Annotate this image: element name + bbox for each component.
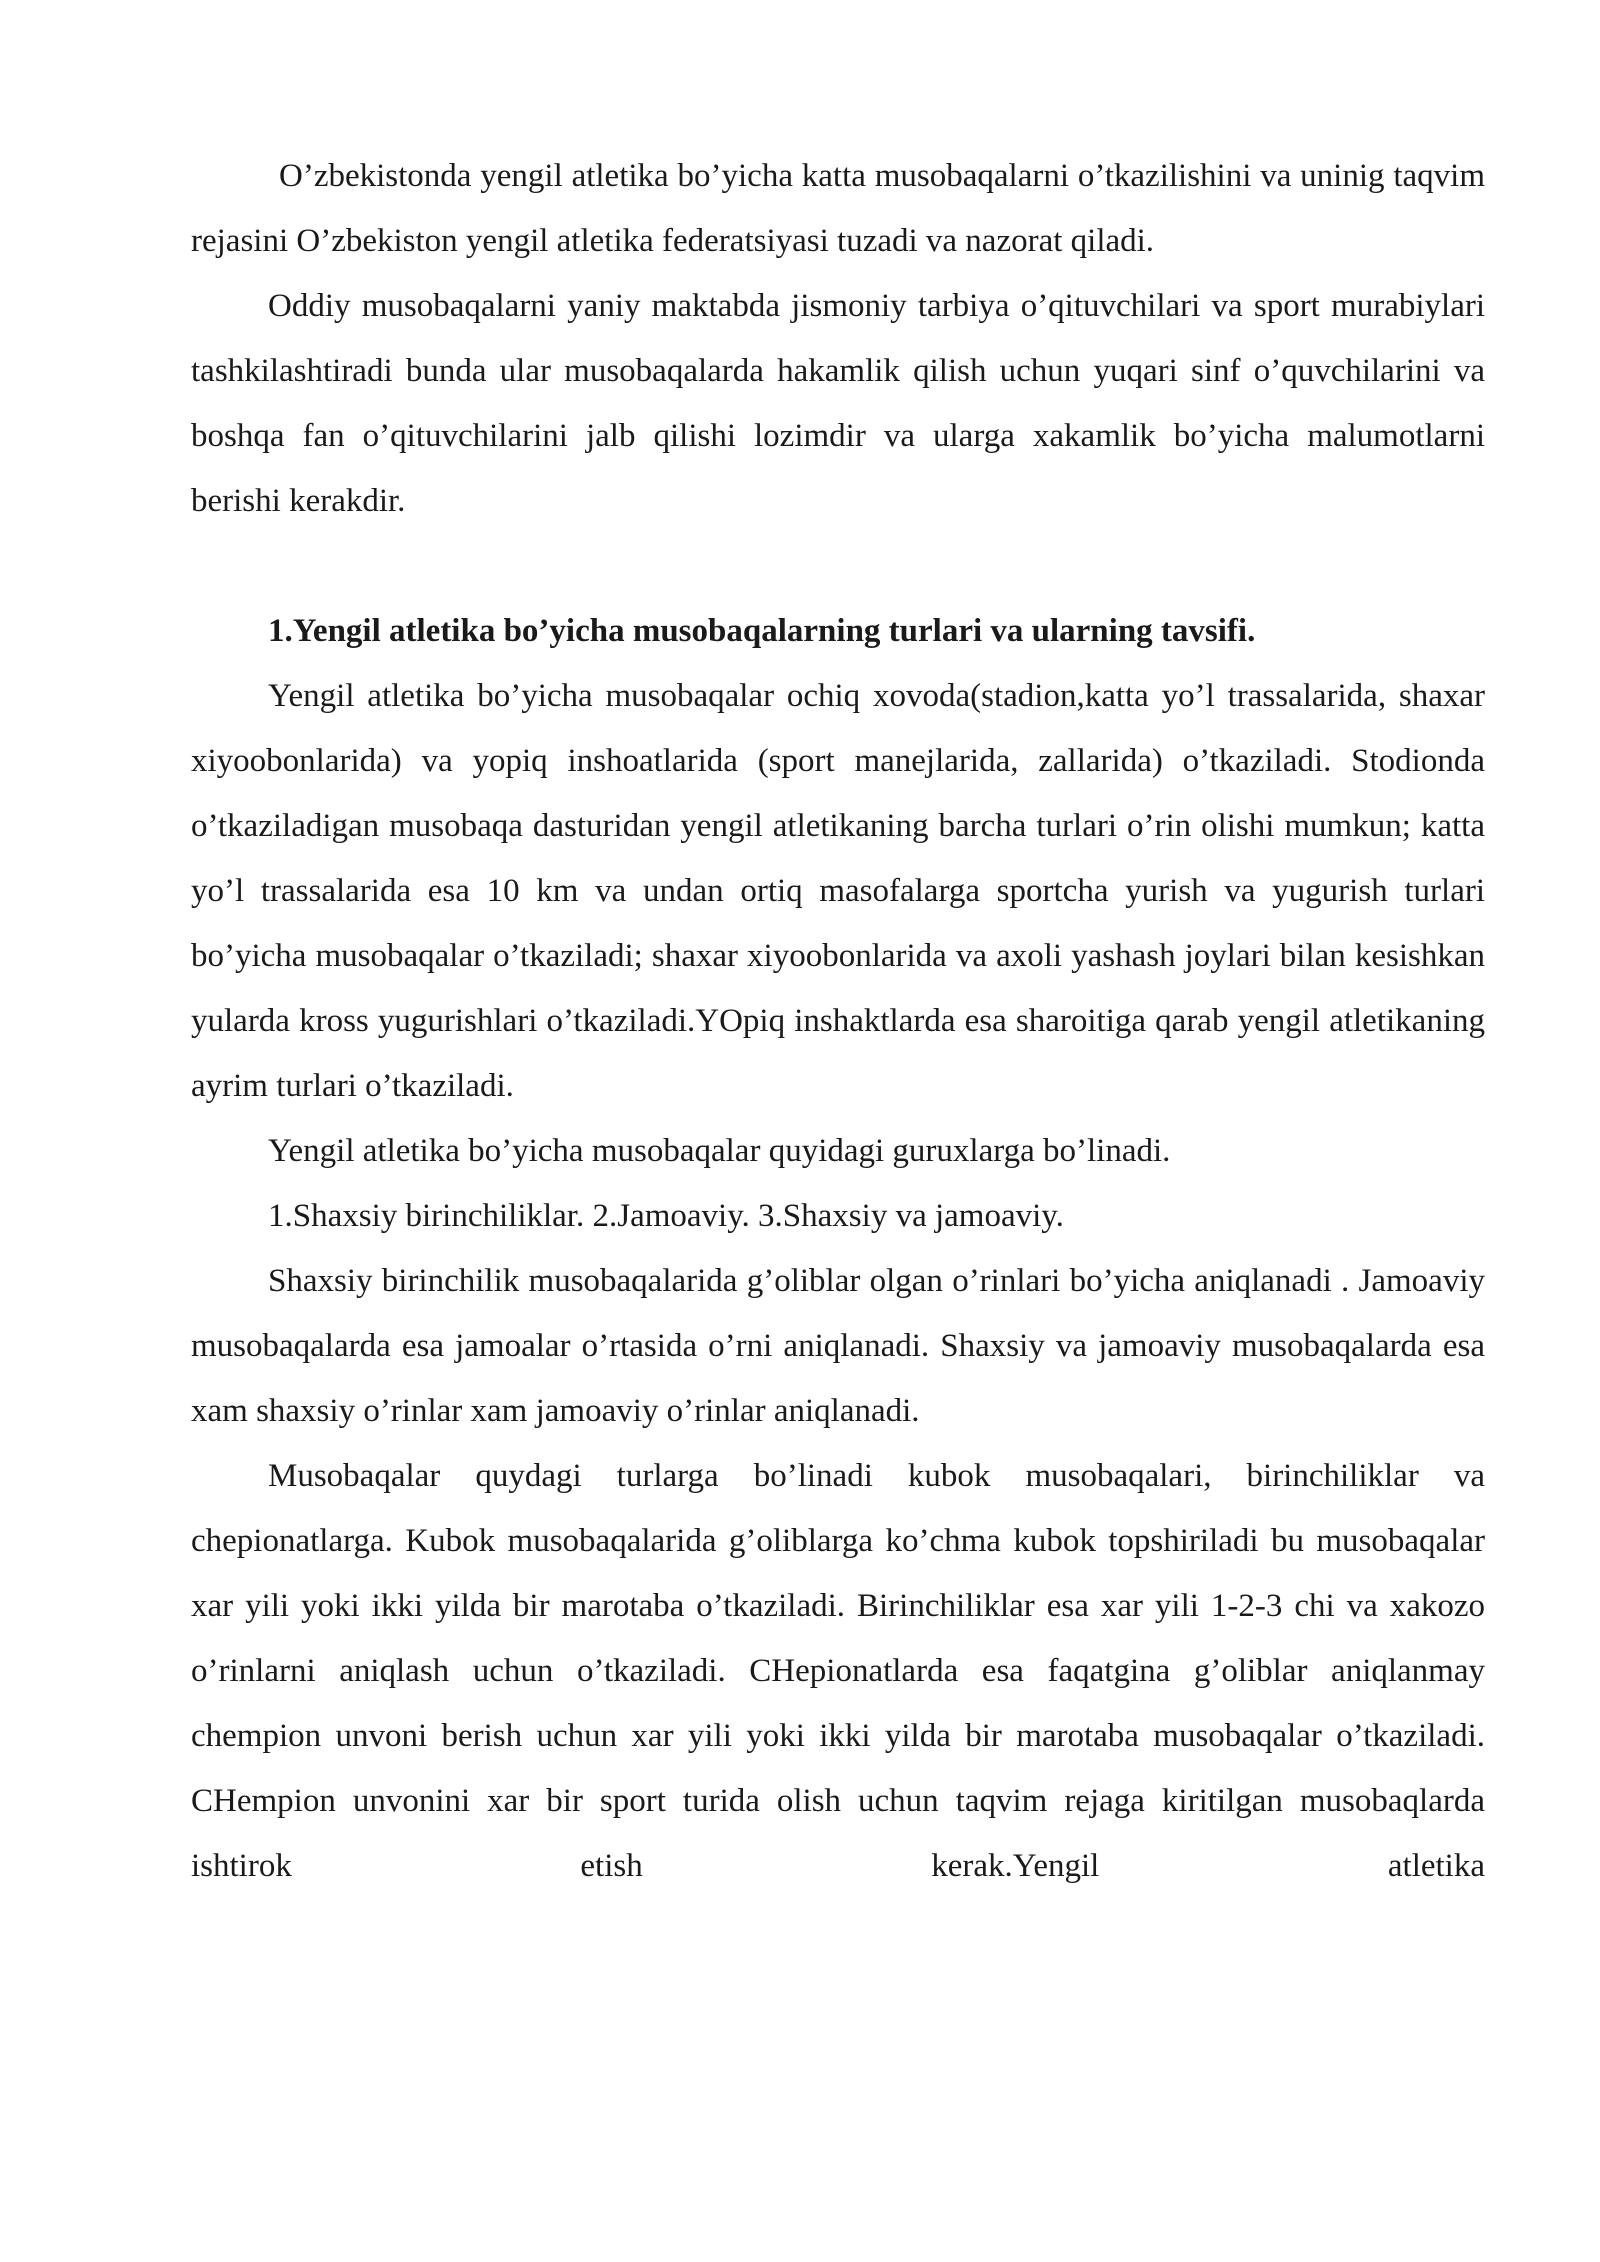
paragraph-competition-types: Musobaqalar quydagi turlarga bo’linadi kubok musobaqalari, birinchiliklar va chepionatlarga. Kubok musobaqalarida g’oliblarga ko’chma kubok topshiriladi bu musobaqalar xar yili yoki ikki yilda bir marotaba o’tkaziladi. Birinchiliklar esa xar yili 1-2-3 chi va xakozo o’rinlarni aniqlash uchun o’tkaziladi. CHepionatlarda esa faqatgina g’oliblar aniqlanmay chempion unvoni berish uchun xar yili yoki ikki yilda bir marotaba musobaqalar o’tkaziladi. CHempion unvonini xar bir sport turida olish uchun taqvim rejaga kiritilgan musobaqlarda ishtirok etish kerak.Yengil atletika <box>191 1458 1485 1884</box>
paragraph-federation: O’zbekistonda yengil atletika bo’yicha katta musobaqalarni o’tkazilishini va uninig taqvim rejasini O’zbekiston yengil atletika federatsiyasi tuzadi va nazorat qiladi. <box>191 158 1485 259</box>
paragraph-groups-list: 1.Shaxsiy birinchiliklar. 2.Jamoaviy. 3.Shaxsiy va jamoaviy. <box>268 1198 1064 1234</box>
section-heading: 1.Yengil atletika bo’yicha musobaqalarning turlari va ularning tavsifi. <box>268 613 1256 649</box>
paragraph-school-competitions: Oddiy musobaqalarni yaniy maktabda jismoniy tarbiya o’qituvchilari va sport murabiylari tashkilashtiradi bunda ular musobaqalarda hakamlik qilish uchun yuqari sinf o’quvchilarini va boshqa fan o’qituvchilarini jalb qilishi lozimdir va ularga xakamlik bo’yicha malumotlarni berishi kerakdir. <box>191 288 1485 519</box>
paragraph-venues: Yengil atletika bo’yicha musobaqalar ochiq xovoda(stadion,katta yo’l trassalarida, shaxar xiyoobonlarida) va yopiq inshoatlarida (sport manejlarida, zallarida) o’tkaziladi. Stodionda o’tkaziladigan musobaqa dasturidan yengil atletikaning barcha turlari o’rin olishi mumkun; katta yo’l trassalarida esa 10 km va undan ortiq masofalarga sportcha yurish va yugurish turlari bo’yicha musobaqalar o’tkaziladi; shaxar xiyoobonlarida va axoli yashash joylari bilan kesishkan yularda kross yugurishlari o’tkaziladi.YOpiq inshaktlarda esa sharoitiga qarab yengil atletikaning ayrim turlari o’tkaziladi. <box>191 678 1485 1104</box>
paragraph-individual-team: Shaxsiy birinchilik musobaqalarida g’oliblar olgan o’rinlari bo’yicha aniqlanadi . Jamoaviy musobaqalarda esa jamoalar o’rtasida o’rni aniqlanadi. Shaxsiy va jamoaviy musobaqalarda esa xam shaxsiy o’rinlar xam jamoaviy o’rinlar aniqlanadi. <box>191 1263 1485 1429</box>
document-body <box>191 144 1485 1899</box>
paragraph-groups-intro: Yengil atletika bo’yicha musobaqalar quyidagi guruxlarga bo’linadi. <box>268 1133 1171 1169</box>
